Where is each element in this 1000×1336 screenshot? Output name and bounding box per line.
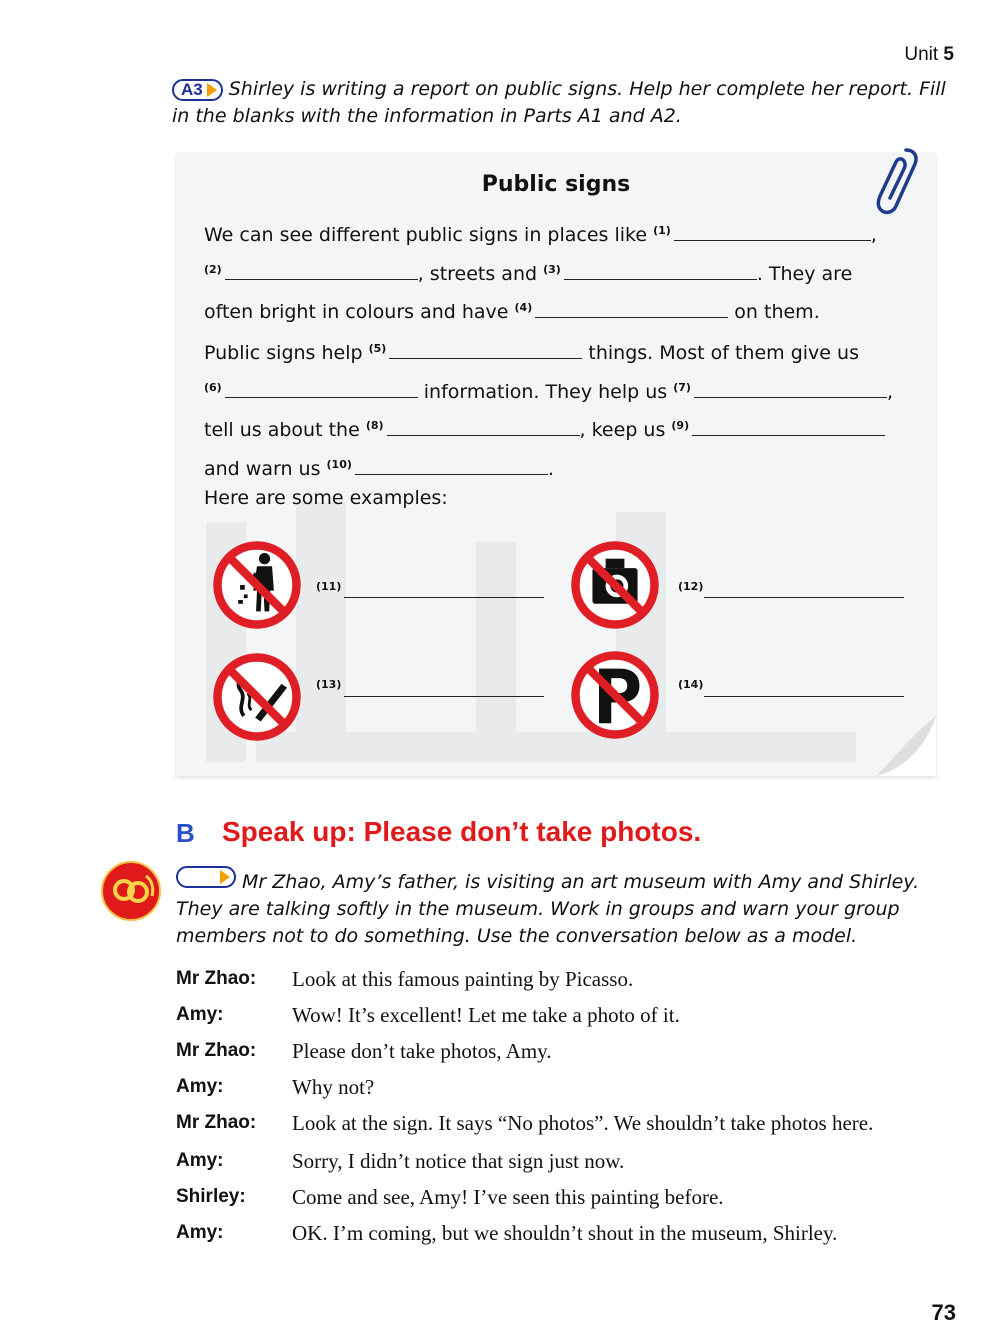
dialogue-row [176, 1002, 956, 1028]
blank-number-8: (8) [365, 419, 384, 432]
blank-7[interactable] [694, 379, 887, 398]
sign-number-11: (11) [316, 580, 342, 593]
blank-5[interactable] [389, 340, 582, 359]
blank-10[interactable] [355, 456, 548, 475]
dialogue-speaker: Amy: [176, 1150, 224, 1171]
sign-blank-12[interactable] [704, 596, 904, 598]
dialogue-row [176, 1184, 956, 1210]
report-paragraph-1: We can see different public signs in places like $^{(1)}$ , $^{(2)}$ , streets and $^{(3)}$ . They are often bright in colours and have $^{(4)}$ on them. [204, 224, 877, 323]
dialogue-speaker: Mr Zhao: [176, 1040, 257, 1061]
play-arrow-icon [220, 870, 230, 884]
dialogue-line: Wow! It’s excellent! Let me take a photo of it. [292, 1003, 680, 1027]
section-b-instruction [176, 866, 952, 950]
sign-number-13: (13) [316, 678, 342, 691]
sign-number-14: (14) [678, 678, 704, 691]
blank-number-1: (1) [653, 224, 671, 237]
dialogue-line: Come and see, Amy! I’ve seen this painting before. [292, 1185, 724, 1209]
blank-number-3: (3) [543, 262, 561, 276]
no-photos-icon [568, 538, 662, 632]
sign-number-12: (12) [678, 580, 704, 593]
blank-2[interactable] [225, 261, 418, 280]
dialogue-line: Look at the sign. It says “No photos”. We shouldn’t take photos here. [292, 1111, 874, 1135]
unit-label: Unit [904, 44, 939, 65]
a3-badge: A3 [172, 79, 223, 101]
page-curl-decoration [856, 706, 936, 776]
dialogue-line: Please don’t take photos, Amy. [292, 1039, 552, 1063]
no-smoking-icon [210, 650, 304, 744]
dialogue-line: Why not? [292, 1075, 375, 1099]
sign-blank-14[interactable] [704, 695, 904, 697]
speaking-activity-icon [100, 860, 162, 922]
dialogue-row [176, 1074, 956, 1100]
blank-number-4: (4) [514, 301, 533, 314]
dialogue-speaker: Mr Zhao: [176, 968, 257, 989]
blank-3[interactable] [564, 261, 757, 280]
dialogue-row [176, 1220, 956, 1246]
blank-number-7: (7) [673, 380, 691, 394]
page-number: 73 [931, 1300, 956, 1325]
dialogue-speaker: Mr Zhao: [176, 1112, 257, 1133]
report-title: Public signs [481, 172, 631, 197]
no-parking-icon [568, 648, 662, 742]
blank-number-9: (9) [671, 419, 690, 432]
blank-4[interactable] [535, 299, 728, 318]
play-arrow-icon [207, 83, 217, 97]
dialogue-speaker: Amy: [176, 1076, 224, 1097]
a3-instruction [172, 76, 952, 130]
sign-blank-13[interactable] [344, 695, 544, 697]
dialogue-speaker: Amy: [176, 1004, 224, 1025]
blank-number-5: (5) [368, 342, 387, 355]
dialogue-row [176, 1038, 956, 1064]
report-paper [176, 152, 936, 776]
unit-header [904, 44, 954, 66]
section-b-letter: B [176, 818, 195, 848]
no-littering-icon [210, 538, 304, 632]
examples-label: Here are some examples: [204, 487, 448, 509]
blank-9[interactable] [692, 417, 885, 436]
blank-8[interactable] [387, 417, 580, 436]
unit-number: 5 [943, 44, 954, 65]
dialogue-line: Sorry, I didn’t notice that sign just now. [292, 1149, 625, 1173]
section-b-badge [176, 866, 236, 888]
section-b-title: Speak up: Please don’t take photos. [222, 816, 702, 847]
blank-number-2: (2) [204, 262, 222, 276]
blank-number-6: (6) [204, 380, 222, 394]
report-paragraph-2: Public signs help $^{(5)}$ things. Most of them give us $^{(6)}$ information. They help us $^{(7)}$ , tell us about the $^{(8)}$ , keep us $^{(9)}$ and warn us $^{(10)}$ . [204, 342, 893, 480]
dialogue-row [176, 966, 956, 992]
dialogue [176, 966, 956, 1256]
dialogue-speaker: Amy: [176, 1222, 224, 1243]
dialogue-line: Look at this famous painting by Picasso. [292, 967, 634, 991]
dialogue-line: OK. I’m coming, but we shouldn’t shout in the museum, Shirley. [292, 1221, 838, 1245]
blank-1[interactable] [674, 222, 871, 241]
dialogue-row [176, 1110, 956, 1136]
dialogue-row [176, 1148, 956, 1174]
sign-blank-11[interactable] [344, 596, 544, 598]
a3-instruction-text: Shirley is writing a report on public signs. Help her complete her report. Fill in the blanks with the information in Parts A1 and A2. [172, 78, 946, 127]
section-b-instruction-text: Mr Zhao, Amy’s father, is visiting an art museum with Amy and Shirley. They are talking softly in the museum. Work in groups and warn your group members not to do something. Use the conversation below as a model. [176, 871, 920, 947]
dialogue-speaker: Shirley: [176, 1186, 246, 1207]
blank-number-10: (10) [326, 457, 352, 471]
blank-6[interactable] [225, 379, 418, 398]
